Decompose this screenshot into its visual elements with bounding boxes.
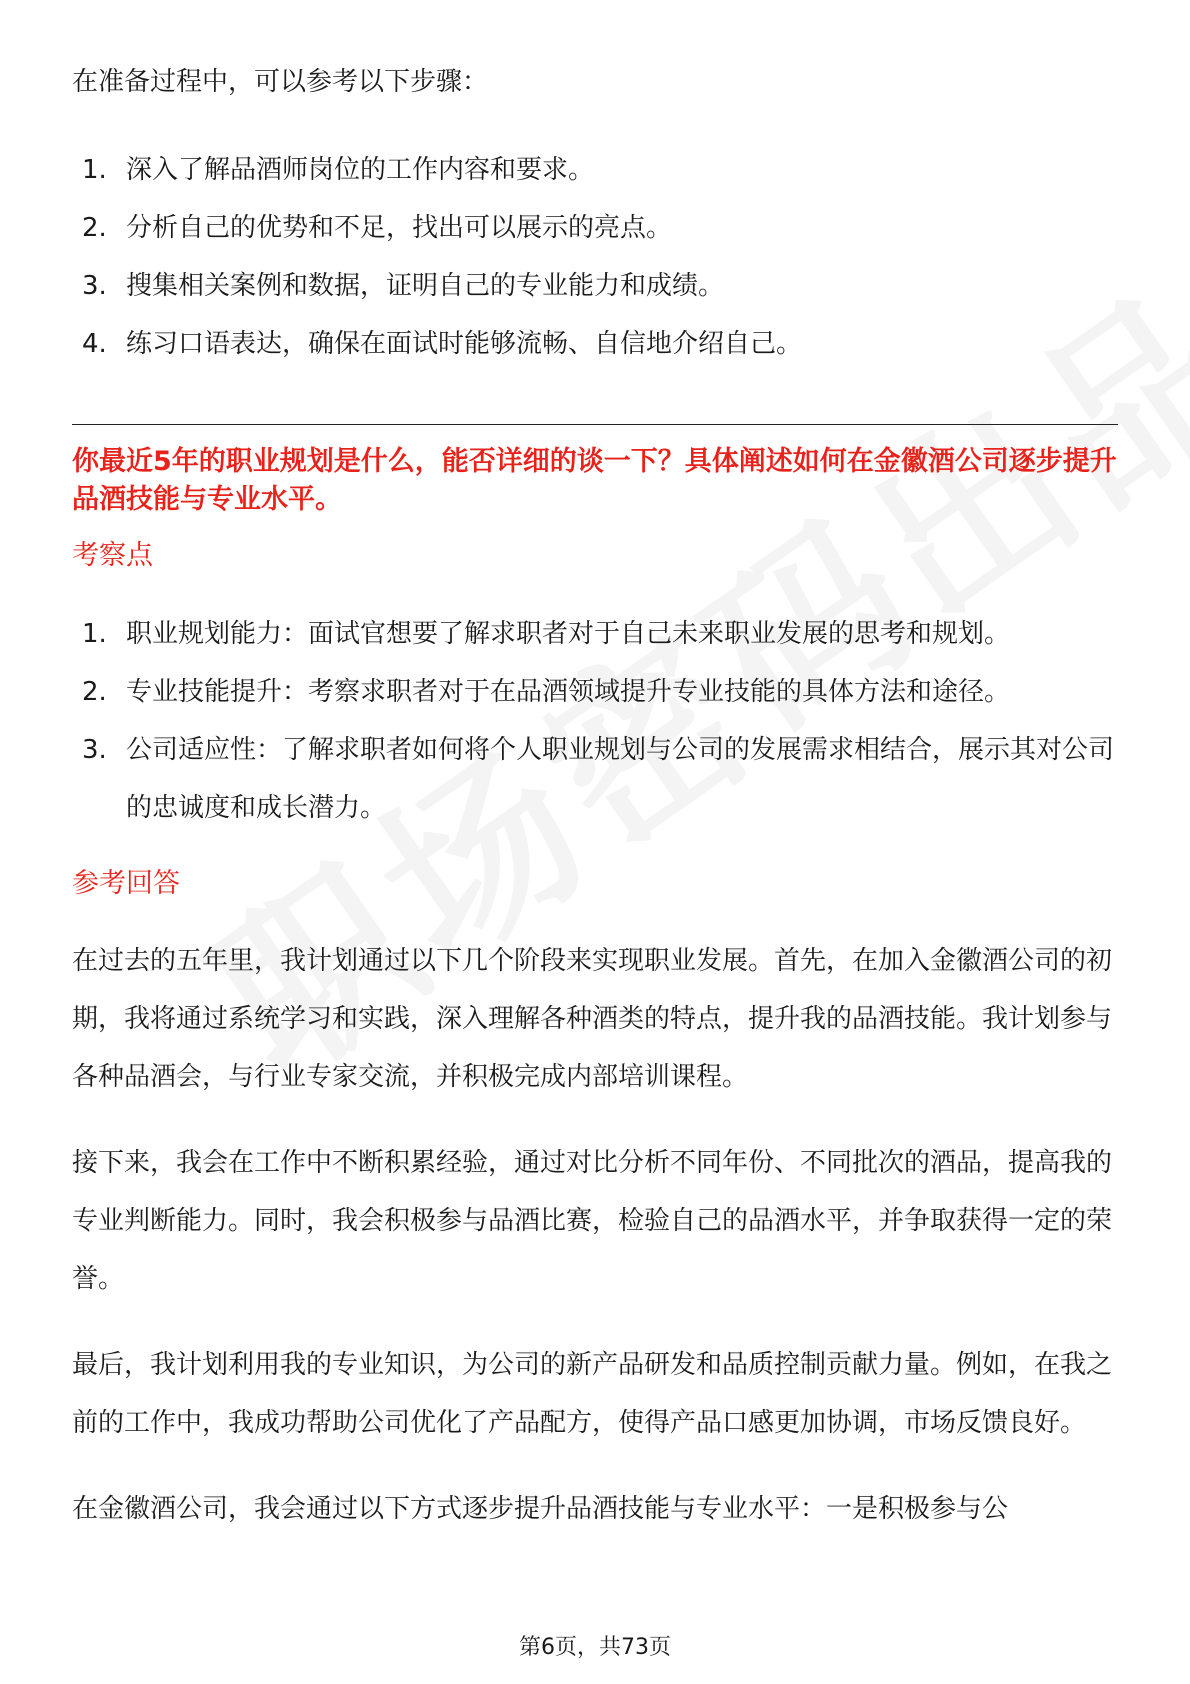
answer-paragraph: 最后，我计划利用我的专业知识，为公司的新产品研发和品质控制贡献力量。例如，在我之前的工作中，我成功帮助公司优化了产品配方，使得产品口感更加协调，市场反馈良好。 [72,1350,1113,1438]
list-item [82,663,1122,721]
list-text: 公司适应性：了解求职者如何将个人职业规划与公司的发展需求相结合，展示其对公司的忠诚度和成长潜力。 [126,735,1115,823]
answer-body [72,932,1122,1566]
intro-text: 在准备过程中，可以参考以下步骤： [72,67,489,97]
list-number: 1. [82,155,107,185]
answer-heading: 参考回答 [72,868,180,899]
list-number: 2. [82,677,107,707]
list-text: 深入了解品酒师岗位的工作内容和要求。 [126,155,595,185]
list-number: 3. [82,271,107,301]
list-item [82,721,1122,837]
list-number: 4. [82,329,107,359]
steps-list [82,141,1122,373]
answer-paragraph: 在过去的五年里，我计划通过以下几个阶段来实现职业发展。首先，在加入金徽酒公司的初期，我将通过系统学习和实践，深入理解各种酒类的特点，提升我的品酒技能。我计划参与各种品酒会，与行业专家交流，并积极完成内部培训课程。 [72,946,1113,1092]
answer-paragraph: 在金徽酒公司，我会通过以下方式逐步提升品酒技能与专业水平：一是积极参与公 [72,1494,1009,1524]
assessment-list [82,605,1122,837]
interview-question: 你最近5年的职业规划是什么，能否详细的谈一下？具体阐述如何在金徽酒公司逐步提升品酒技能与专业水平。 [72,446,1117,515]
list-number: 3. [82,735,107,765]
assessment-heading: 考察点 [72,540,153,571]
list-number: 2. [82,213,107,243]
list-item [82,199,1122,257]
list-number: 1. [82,619,107,649]
list-text: 练习口语表达，确保在面试时能够流畅、自信地介绍自己。 [126,329,803,359]
list-item [82,605,1122,663]
section-divider [72,424,1118,425]
list-item [82,141,1122,199]
list-text: 专业技能提升：考察求职者对于在品酒领域提升专业技能的具体方法和途径。 [126,677,1011,707]
list-item [82,315,1122,373]
list-text: 职业规划能力：面试官想要了解求职者对于自己未来职业发展的思考和规划。 [126,619,1011,649]
answer-paragraph: 接下来，我会在工作中不断积累经验，通过对比分析不同年份、不同批次的酒品，提高我的专业判断能力。同时，我会积极参与品酒比赛，检验自己的品酒水平，并争取获得一定的荣誉。 [72,1148,1113,1294]
list-text: 搜集相关案例和数据，证明自己的专业能力和成绩。 [126,271,725,301]
list-item [82,257,1122,315]
page-footer: 第6页，共73页 [519,1635,671,1660]
list-text: 分析自己的优势和不足，找出可以展示的亮点。 [126,213,673,243]
